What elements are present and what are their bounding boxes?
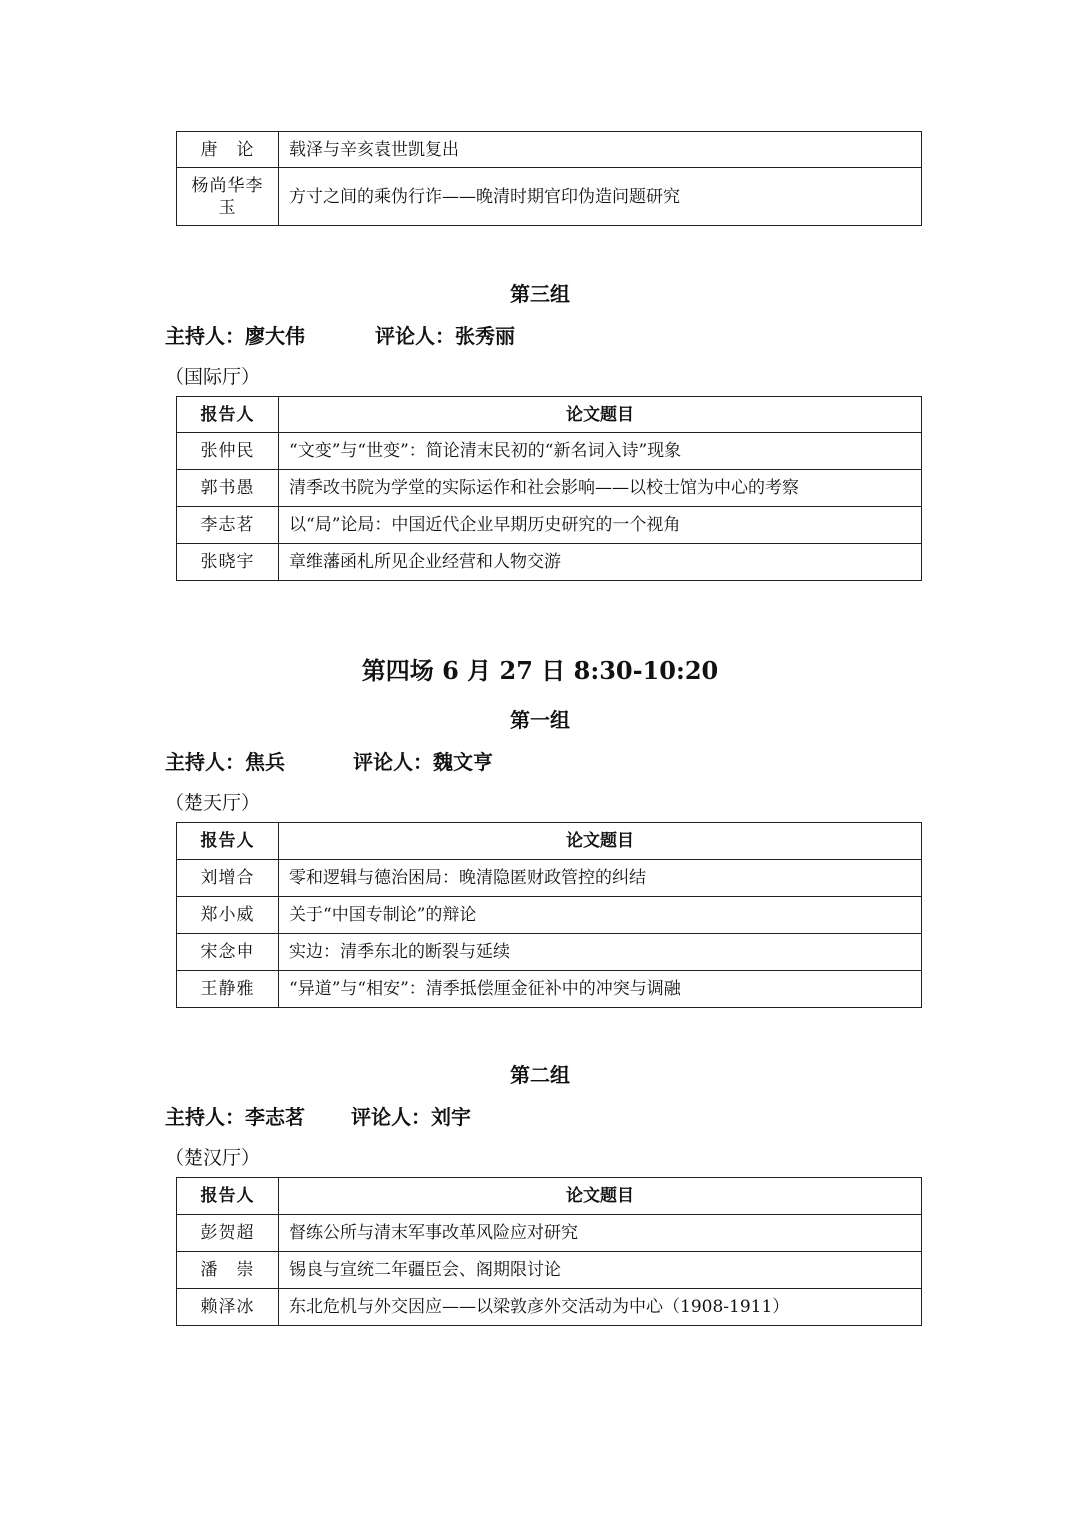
presenter-name: 彭贺超 [177, 1215, 279, 1252]
paper-title: 关于“中国专制论”的辩论 [279, 897, 922, 934]
header-presenter: 报告人 [177, 823, 279, 860]
group-title: 第一组 [510, 708, 570, 732]
presenter-name: 赖泽冰 [177, 1289, 279, 1326]
hall-name: （楚汉厅） [165, 1147, 261, 1169]
host-line [165, 1101, 471, 1130]
paper-title: 东北危机与外交因应——以梁敦彦外交活动为中心（1908-1911） [279, 1289, 922, 1326]
presenter-name: 张晓宇 [177, 544, 279, 581]
table-row [177, 132, 922, 168]
host-line [165, 746, 493, 775]
paper-title: 实边：清季东北的断裂与延续 [279, 934, 922, 971]
paper-title: “异道”与“相安”：清季抵偿厘金征补中的冲突与调融 [279, 971, 922, 1008]
table-row [177, 971, 922, 1008]
host-line [165, 320, 515, 349]
presenter-name: 刘增合 [177, 860, 279, 897]
schedule-table [176, 396, 922, 581]
presenter-name: 唐 论 [177, 132, 279, 168]
paper-title: 锡良与宣统二年疆臣会、阁期限讨论 [279, 1252, 922, 1289]
session-heading: 第四场 6 月 27 日 8:30-10:20 [361, 656, 719, 685]
table-header [177, 397, 922, 433]
presenter-name: 杨尚华李玉 [177, 168, 279, 226]
critic: 评论人：魏文亨 [353, 750, 493, 774]
paper-title: 以“局”论局：中国近代企业早期历史研究的一个视角 [279, 507, 922, 544]
presenter-name: 郑小威 [177, 897, 279, 934]
paper-title: 章维藩函札所见企业经营和人物交游 [279, 544, 922, 581]
presenter-name: 王静雅 [177, 971, 279, 1008]
table-row [177, 470, 922, 507]
presenter-name: 李志茗 [177, 507, 279, 544]
host: 主持人：廖大伟 [165, 324, 305, 348]
header-title: 论文题目 [279, 1178, 922, 1215]
schedule-table [176, 1177, 922, 1326]
table-row [177, 168, 922, 226]
host: 主持人：李志茗 [165, 1105, 305, 1129]
paper-title: 清季改书院为学堂的实际运作和社会影响——以校士馆为中心的考察 [279, 470, 922, 507]
paper-title: 方寸之间的乘伪行诈——晚清时期官印伪造问题研究 [279, 168, 922, 226]
header-title: 论文题目 [279, 823, 922, 860]
table-header [177, 823, 922, 860]
paper-title: 督练公所与清末军事改革风险应对研究 [279, 1215, 922, 1252]
header-title: 论文题目 [279, 397, 922, 433]
header-presenter: 报告人 [177, 1178, 279, 1215]
table-header [177, 1178, 922, 1215]
presenter-name: 潘 崇 [177, 1252, 279, 1289]
table-row [177, 544, 922, 581]
critic: 评论人：刘宇 [351, 1105, 471, 1129]
group-title: 第三组 [510, 282, 570, 306]
host: 主持人：焦兵 [165, 750, 285, 774]
hall-name: （国际厅） [165, 366, 261, 388]
paper-title: “文变”与“世变”：简论清末民初的“新名词入诗”现象 [279, 433, 922, 470]
table-row [177, 507, 922, 544]
table-row [177, 897, 922, 934]
table-row [177, 1215, 922, 1252]
presenter-name: 张仲民 [177, 433, 279, 470]
critic: 评论人：张秀丽 [375, 324, 515, 348]
table-row [177, 1252, 922, 1289]
presenter-name: 郭书愚 [177, 470, 279, 507]
schedule-table-continued [176, 131, 922, 226]
group-title: 第二组 [510, 1063, 570, 1087]
table-row [177, 1289, 922, 1326]
header-presenter: 报告人 [177, 397, 279, 433]
paper-title: 载泽与辛亥袁世凯复出 [279, 132, 922, 168]
paper-title: 零和逻辑与德治困局：晚清隐匿财政管控的纠结 [279, 860, 922, 897]
schedule-table [176, 822, 922, 1008]
table-row [177, 934, 922, 971]
hall-name: （楚天厅） [165, 792, 261, 814]
table-row [177, 433, 922, 470]
presenter-name: 宋念申 [177, 934, 279, 971]
table-row [177, 860, 922, 897]
